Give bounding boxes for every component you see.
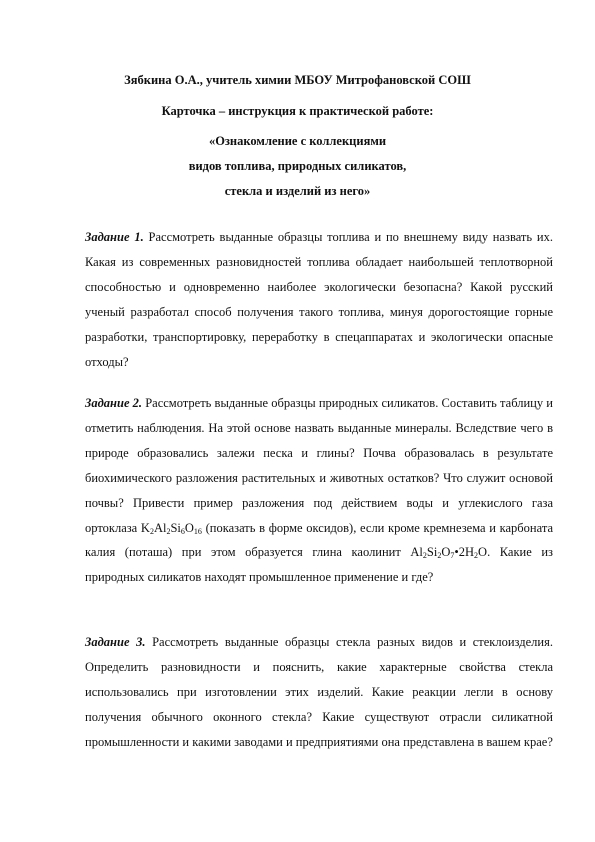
work-title-line-2: видов топлива, природных силикатов, [188,159,407,173]
work-title-line-3: стекла и изделий из него» [224,184,371,198]
task-3-paragraph [85,630,553,755]
orthoclase-formula: $K_2Al_2Si_6O_{16}$ [140,520,202,536]
task-2-paragraph [85,391,553,590]
task-1-label: Задание 1. [85,230,144,244]
task-2-text-middle: (показать в форме оксидов), если кроме кремнезема и карбоната калия (поташа) при этом образуется глина каолинит [85,520,553,560]
work-title-line-1: «Ознакомление с коллекциями [208,134,387,148]
task-2-label: Задание 2. [85,396,143,410]
task-3-label: Задание 3. [85,635,146,649]
task-1-paragraph [85,225,553,374]
card-title: Карточка – инструкция к практической работе: [161,104,434,118]
task-3-text: Рассмотреть выданные образцы стекла разных видов и стеклоизделия. Определить разновидности и пояснить, какие характерные свойства стекла использовались при изготовлении этих изделий. Какие реакции легли в основу получения обычного оконного стекла? Какие существуют отрасли силикатной промышленности и какими заводами и предприятиями она представлена в вашем крае? [85,635,553,749]
kaolinite-formula: $Al_2Si_2O_7•2H_2O$ [410,545,488,561]
task-2-text-after-formula: . Какие из природных силикатов находят промышленное применение и где? [85,545,553,585]
task-2-text-before-formula: Рассмотреть выданные образцы природных силикатов. Составить таблицу и отметить наблюдения. На этой основе назвать выданные минералы. Вследствие чего в природе образовались залежи песка и глины? Почва образовалась в результате биохимического разложения растительных и животных остатков? Что служит основой почвы? Привести пример разложения под действием воды и углекислого газа ортоклаза [85,396,553,535]
task-1-text: Рассмотреть выданные образцы топлива и по внешнему виду назвать их. Какая из современных разновидностей топлива обладает наибольшей теплотворной способностью и одновременно наиболее экологически безопасна? Какой русский ученый разработал способ получения такого топлива, минуя дорогостоящие горные разработки, транспортировку, переработку в спецаппаратах и экологически опасные отходы? [85,230,553,369]
author-line: Зябкина О.А., учитель химии МБОУ Митрофановской СОШ [124,73,471,87]
